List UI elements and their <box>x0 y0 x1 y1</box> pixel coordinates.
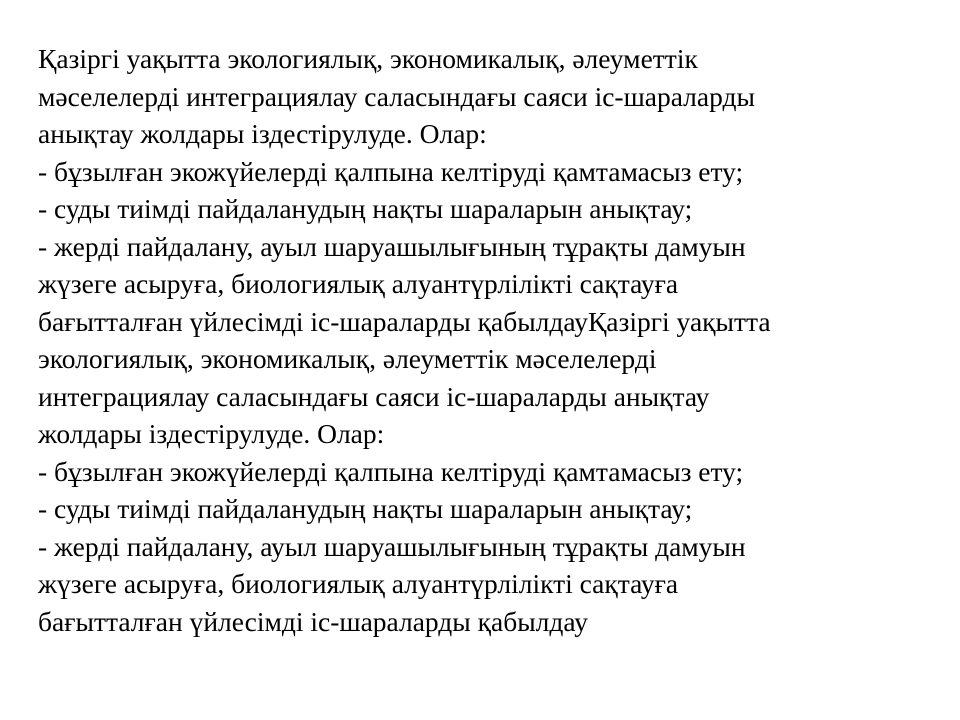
text-line-2: мәселелерді интеграциялау саласындағы саяси іс-шараларды <box>38 80 755 112</box>
text-line-1: Қазіргі уақытта экологиялық, экономикалық, әлеуметтік <box>38 43 698 74</box>
text-line-10: интеграциялау саласындағы саяси іс-шараларды анықтау <box>38 380 710 412</box>
text-line-14: - жерді пайдалану, ауыл шаруашылығының тұрақты дамуын <box>38 530 746 562</box>
text-line-13: - суды тиімді пайдаланудың нақты шараларын анықтау; <box>38 493 693 524</box>
text-line-11: жолдары іздестірулуде. Олар: <box>38 418 385 449</box>
text-line-4: - бұзылған экожүйелерді қалпына келтіруді қамтамасыз ету; <box>38 155 744 187</box>
text-line-8: бағытталған үйлесімді іс-шараларды қабылдауҚазіргі уақытта <box>38 305 771 337</box>
text-line-15: жүзеге асыруға, биологиялық алуантүрлілікті сақтауға <box>38 568 679 599</box>
text-line-6: - жерді пайдалану, ауыл шаруашылығының тұрақты дамуын <box>38 230 746 262</box>
text-line-7: жүзеге асыруға, биологиялық алуантүрлілікті сақтауға <box>38 268 679 299</box>
text-line-3: анықтау жолдары іздестірулуде. Олар: <box>38 118 487 149</box>
text-line-16: бағытталған үйлесімді іс-шараларды қабылдау <box>38 605 588 637</box>
text-line-12: - бұзылған экожүйелерді қалпына келтіруді қамтамасыз ету; <box>38 455 744 487</box>
body-text <box>38 40 938 640</box>
text-line-9: экологиялық, экономикалық, әлеуметтік мәселелерді <box>38 343 657 374</box>
text-line-5: - суды тиімді пайдаланудың нақты шараларын анықтау; <box>38 193 693 224</box>
